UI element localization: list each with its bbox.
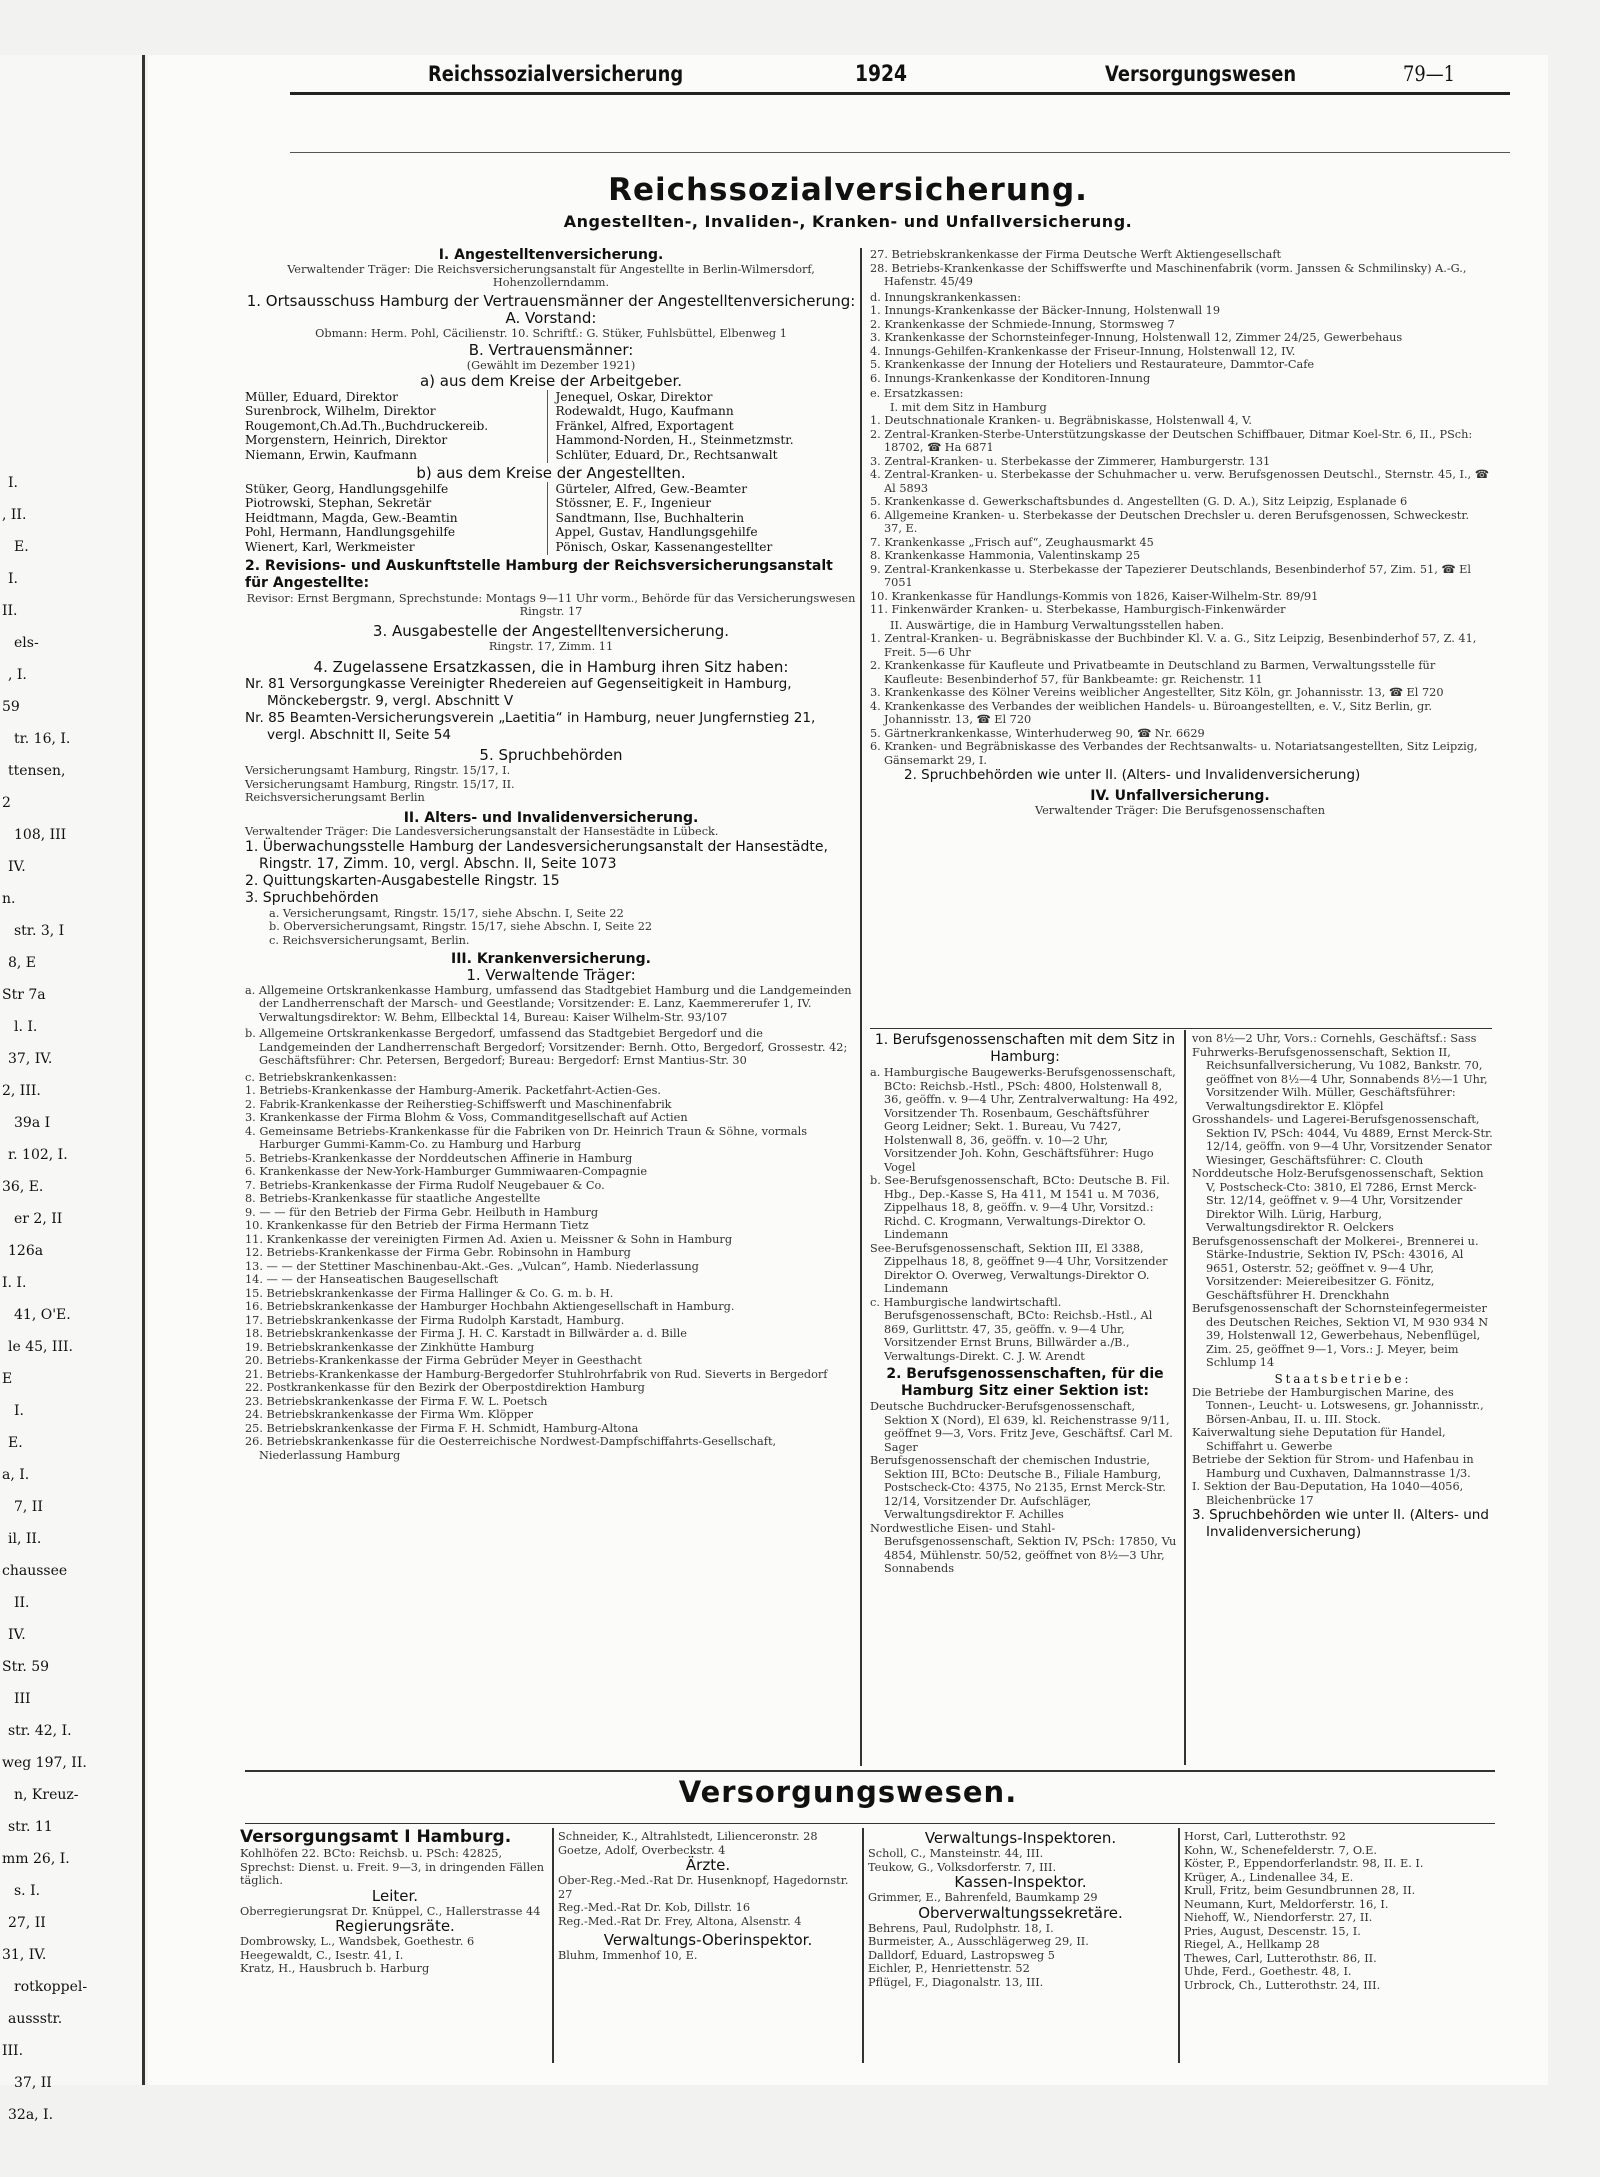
subheading: Versorgungsamt I Hamburg. bbox=[240, 1827, 512, 1847]
section-heading: IV. Unfallversicherung. bbox=[1090, 788, 1270, 804]
margin-fragment: Str 7a bbox=[2, 987, 46, 1003]
list-item: Burmeister, A., Ausschlägerweg 29, II. bbox=[868, 1935, 1089, 1948]
previous-page-margin bbox=[0, 55, 145, 2123]
right-column bbox=[870, 248, 1490, 817]
margin-fragment: rotkoppel- bbox=[14, 1979, 88, 1995]
margin-fragment: 108, III bbox=[14, 827, 67, 843]
list-item: Appel, Gustav, Handlungsgehilfe bbox=[555, 525, 758, 540]
left-column bbox=[245, 248, 857, 1462]
list-item: Niehoff, W., Niendorferstr. 27, II. bbox=[1184, 1911, 1373, 1924]
vers-column-1 bbox=[240, 1827, 550, 1976]
vers-column-4 bbox=[1184, 1830, 1494, 1992]
section-heading: II. Alters- und Invalidenversicherung. bbox=[403, 809, 699, 826]
list-item: Niemann, Erwin, Kaufmann bbox=[245, 447, 417, 462]
header-rule-thin bbox=[290, 152, 1510, 153]
margin-fragment: I. bbox=[8, 571, 18, 587]
section-heading: I. Angestelltenversicherung. bbox=[438, 247, 664, 263]
list-item: c. Reichsversicherungsamt, Berlin. bbox=[269, 933, 470, 947]
list-item: Riegel, A., Hellkamp 28 bbox=[1184, 1938, 1320, 1951]
list-item: Fuhrwerks-Berufsgenossenschaft, Sektion II, Reichsunfallversicherung, Vu 1082, Bankstr. 70, geöffnet von 8½—4 Uhr, Sonnabends 8½—1 Uhr, Vorsitzender Wilh. Müller, Geschäftsführer: Verwaltungsdirektor E. Klöpfel bbox=[1192, 1045, 1488, 1113]
margin-fragment: 2 bbox=[2, 795, 11, 811]
margin-fragment: 39a I bbox=[14, 1115, 51, 1131]
list-item: Kaiverwaltung siehe Deputation für Handel, Schiffahrt u. Gewerbe bbox=[1192, 1426, 1446, 1453]
margin-fragment: n. bbox=[2, 891, 16, 907]
list-item: Piotrowski, Stephan, Sekretär bbox=[245, 496, 432, 511]
column-divider bbox=[1178, 1828, 1180, 2063]
vers-column-3 bbox=[868, 1830, 1173, 1989]
list-item: 1. Betriebs-Krankenkasse der Hamburg-Amerik. Packetfahrt-Actien-Ges. bbox=[245, 1084, 661, 1098]
unfall-column-a bbox=[870, 1032, 1180, 1576]
margin-fragment: IV. bbox=[8, 1627, 26, 1643]
list-item: Nr. 81 Versorgungkasse Vereinigter Rhedereien auf Gegenseitigkeit in Hamburg, Mönckebergstr. 9, vergl. Abschnitt V bbox=[245, 676, 792, 710]
list-item: Krüger, A., Lindenallee 34, E. bbox=[1184, 1870, 1354, 1884]
list-item: Jenequel, Oskar, Direktor bbox=[555, 389, 713, 404]
list-item: 5. Gärtnerkrankenkasse, Winterhuderweg 90, ☎ Nr. 6629 bbox=[870, 726, 1205, 740]
margin-fragment: aussstr. bbox=[8, 2011, 63, 2027]
sections-list bbox=[870, 1400, 1180, 1576]
margin-fragment: I. I. bbox=[2, 1275, 27, 1291]
subheading: A. Vorstand: bbox=[505, 308, 597, 327]
list-item: e. Ersatzkassen: bbox=[870, 387, 964, 400]
list-item: 8. Krankenkasse Hammonia, Valentinskamp 25 bbox=[870, 549, 1141, 562]
text: Revisor: Ernst Bergmann, Sprechstunde: Montags 9—11 Uhr vorm., Behörde für das Versicherungswesen Ringstr. 17 bbox=[246, 591, 856, 619]
list-item: Eichler, P., Henriettenstr. 52 bbox=[868, 1962, 1030, 1975]
list-item: 28. Betriebs-Krankenkasse der Schiffswerfte und Maschinenfabrik (vorm. Janssen & Schmilinsky) A.-G., Hafenstr. 45/49 bbox=[870, 261, 1467, 288]
list-item: 2. Fabrik-Krankenkasse der Reiherstieg-Schiffswerft und Maschinenfabrik bbox=[245, 1097, 672, 1111]
list-item: 1. Überwachungsstelle Hamburg der Landesversicherungsanstalt der Hansestädte, Ringstr. 17, Zimm. 10, vergl. Abschn. II, Seite 1073 bbox=[245, 838, 828, 872]
running-head-left: Reichssozialversicherung bbox=[428, 62, 684, 86]
vers-column-2 bbox=[558, 1830, 858, 1963]
margin-fragment: r. 102, I. bbox=[8, 1147, 68, 1163]
list-item: Stüker, Georg, Handlungsgehilfe bbox=[245, 481, 449, 496]
list-item: a. Hamburgische Baugewerks-Berufsgenossenschaft, BCto: Reichsb.-Hstl., PSch: 4800, Holstenwall 8, 36, geöffn. v. 9—4 Uhr, Zentralverwaltung: Ha 492, Vorsitzender Th. Rosenbaum, Geschäftsführer Georg Leidner; Sekt. 1. Bureau, Vu 7427, Holstenwall 8, 36, geöffn. v. 10—2 Uhr, Vorsitzender Joh. Kohn, Geschäftsführer: Hugo Vogel bbox=[870, 1066, 1179, 1174]
list-item: Versicherungsamt Hamburg, Ringstr. 15/17, I. bbox=[245, 764, 511, 778]
list-item: Sandtmann, Ilse, Buchhalterin bbox=[555, 510, 745, 525]
margin-fragment: 7, II bbox=[14, 1499, 43, 1515]
margin-fragment: ttensen, bbox=[8, 763, 66, 779]
margin-fragment: , II. bbox=[2, 507, 27, 523]
subheading: b) aus dem Kreise der Angestellten. bbox=[416, 463, 686, 482]
list-item: 11. Finkenwärder Kranken- u. Sterbekasse, Hamburgisch-Finkenwärder bbox=[870, 603, 1286, 616]
list-item: 3. Krankenkasse der Schornsteinfeger-Innung, Holstenwall 12, Zimmer 24/25, Gewerbehaus bbox=[870, 331, 1403, 344]
list-item: Rougemont,Ch.Ad.Th.,Buchdruckereib. bbox=[245, 418, 489, 433]
list-item: Köster, P., Eppendorferlandstr. 98, II. E. I. bbox=[1184, 1857, 1424, 1870]
margin-fragment: str. 11 bbox=[8, 1819, 53, 1835]
list-item: Nr. 85 Beamten-Versicherungsverein „Laetitia“ in Hamburg, neuer Jungfernstieg 21, vergl. Abschnitt II, Seite 54 bbox=[245, 710, 816, 744]
list-item: Berufsgenossenschaft der Molkerei-, Brennerei u. Stärke-Industrie, Sektion IV, PSch: 43016, Al 9651, Osterstr. 52; geöffnet v. 9—4 Uhr, Vorsitzender: Meiereibesitzer G. Fönitz, Geschäftsführer H. Drenckhahn bbox=[1192, 1234, 1479, 1302]
list-item: Stössner, E. F., Ingenieur bbox=[555, 496, 712, 511]
list-item: Nordwestliche Eisen- und Stahl-Berufsgenossenschaft, Sektion IV, PSch: 17850, Vu 4854, Mühlenstr. 50/52, geöffnet von 8½—3 Uhr, Sonnabends bbox=[870, 1521, 1177, 1575]
list-item: Heidtmann, Magda, Gew.-Beamtin bbox=[245, 510, 458, 525]
margin-fragment: , I. bbox=[8, 667, 27, 683]
margin-fragment: 32a, I. bbox=[8, 2107, 54, 2123]
list-item: Reichsversicherungsamt Berlin bbox=[245, 791, 425, 805]
list-item: Surenbrock, Wilhelm, Direktor bbox=[245, 404, 436, 419]
running-head-right: Versorgungswesen bbox=[1105, 62, 1297, 86]
margin-fragment: str. 42, I. bbox=[8, 1723, 72, 1739]
subheading: 4. Zugelassene Ersatzkassen, die in Hamburg ihren Sitz haben: bbox=[313, 658, 789, 677]
list-item: Fränkel, Alfred, Exportagent bbox=[555, 418, 734, 433]
list-item: c. Betriebskrankenkassen: bbox=[245, 1070, 397, 1084]
list-item: Kohn, W., Schenefelderstr. 7, O.E. bbox=[1184, 1843, 1377, 1857]
list-item: Uhde, Ferd., Goethestr. 48, I. bbox=[1184, 1965, 1352, 1978]
list-item: Teukow, G., Volksdorferstr. 7, III. bbox=[868, 1860, 1057, 1874]
list-item: 2. Quittungskarten-Ausgabestelle Ringstr. 15 bbox=[245, 872, 560, 889]
margin-fragment: a, I. bbox=[2, 1467, 30, 1483]
company-health-funds-list bbox=[245, 1084, 857, 1462]
section-heading: III. Krankenversicherung. bbox=[451, 951, 651, 968]
substitute-funds-hamburg-list bbox=[870, 414, 1490, 617]
column-divider bbox=[1184, 1030, 1186, 1765]
subheading: Ärzte. bbox=[685, 1856, 731, 1874]
list-item: 3. Krankenkasse der Firma Blohm & Voss, Commanditgesellschaft auf Actien bbox=[245, 1111, 688, 1125]
margin-fragment: mm 26, I. bbox=[2, 1851, 70, 1867]
subheading: 5. Spruchbehörden bbox=[479, 746, 623, 765]
margin-fragment: E. bbox=[8, 1435, 23, 1451]
text: Oberregierungsrat Dr. Knüppel, C., Hallerstrasse 44 bbox=[240, 1904, 541, 1918]
page-title: Reichssozialversicherung. bbox=[608, 172, 1088, 208]
subheading: B. Vertrauensmänner: bbox=[468, 341, 634, 360]
list-item: Reg.-Med.-Rat Dr. Frey, Altona, Alsenstr. 4 bbox=[558, 1914, 802, 1928]
list-item: 10. Krankenkasse für den Betrieb der Firma Hermann Tietz bbox=[245, 1219, 589, 1233]
list-item: Norddeutsche Holz-Berufsgenossenschaft, Sektion V, Postscheck-Cto: 3810, El 7286, Ernst Merck-Str. 12/14, geöffnet v. 9—4 Uhr, Vorsitzender Direktor Wilh. Lürig, Harburg, Verwaltungsdirektor R. Oelckers bbox=[1192, 1167, 1484, 1234]
list-item: I. mit dem Sitz in Hamburg bbox=[890, 400, 1047, 414]
list-item: Morgenstern, Heinrich, Direktor bbox=[245, 433, 448, 448]
list-item: Schneider, K., Altrahlstedt, Lilienceronstr. 28 bbox=[558, 1830, 818, 1843]
subheading: Regierungsräte. bbox=[335, 1917, 455, 1935]
associations-list bbox=[870, 1066, 1180, 1363]
list-item: 6. Allgemeine Kranken- u. Sterbekasse der Deutschen Drechsler u. deren Berufsgenossen, Schweckestr. 37, E. bbox=[870, 508, 1470, 535]
list-item: 14. — — der Hanseatischen Baugesellschaft bbox=[245, 1273, 499, 1287]
margin-fragment: 41, O'E. bbox=[14, 1307, 71, 1323]
text: Bluhm, Immenhof 10, E. bbox=[558, 1949, 698, 1962]
list-item: 3. Zentral-Kranken- u. Sterbekasse der Zimmerer, Hamburgerstr. 131 bbox=[870, 454, 1271, 468]
list-item: Gürteler, Alfred, Gew.-Beamter bbox=[555, 481, 748, 496]
subheading: 1. Ortsausschuss Hamburg der Vertrauensmänner der Angestelltenversicherung: bbox=[246, 291, 856, 310]
column-divider bbox=[862, 1828, 864, 2063]
subheading: Verwaltungs-Inspektoren. bbox=[924, 1829, 1117, 1847]
list-item: Kratz, H., Hausbruch b. Harburg bbox=[240, 1962, 430, 1975]
list-item: Scholl, C., Mansteinstr. 44, III. bbox=[868, 1847, 1044, 1860]
unfall-column-b bbox=[1192, 1032, 1494, 1541]
list-item: 11. Krankenkasse der vereinigten Firmen Ad. Axien u. Meissner & Sohn in Hamburg bbox=[245, 1232, 733, 1246]
margin-fragment: Str. 59 bbox=[2, 1659, 50, 1675]
list-item: Rodewaldt, Hugo, Kaufmann bbox=[555, 404, 734, 419]
list-item: 9. Zentral-Krankenkasse u. Sterbekasse der Tapezierer Deutschlands, Besenbinderhof 57, Zim. 51, ☎ El 7051 bbox=[870, 562, 1471, 589]
list-item: See-Berufsgenossenschaft, Sektion III, El 3388, Zippelhaus 18, 8, geöffnet 9—4 Uhr, Vorsitzender Direktor O. Overweg, Verwaltungs-Direktor O. Lindemann bbox=[870, 1241, 1168, 1295]
list-item: 10. Krankenkasse für Handlungs-Kommis von 1826, Kaiser-Wilhelm-Str. 89/91 bbox=[870, 589, 1319, 603]
list-item: 5. Betriebs-Krankenkasse der Norddeutschen Affinerie in Hamburg bbox=[245, 1151, 633, 1165]
text: Verwaltender Träger: Die Reichsversicherungsanstalt für Angestellte in Berlin-Wilmersdorf, Hohenzollerndamm. bbox=[287, 262, 815, 290]
list-item: Die Betriebe der Hamburgischen Marine, des Tonnen-, Leucht- u. Lotswesens, gr. Johannisstr., Börsen-Anbau, II. u. III. Stock. bbox=[1192, 1385, 1484, 1426]
list-item: 25. Betriebskrankenkasse der Firma F. H. Schmidt, Hamburg-Altona bbox=[245, 1421, 639, 1435]
text: Verwaltender Träger: Die Landesversicherungsanstalt der Hansestädte in Lübeck. bbox=[245, 825, 719, 839]
margin-fragment: III bbox=[14, 1691, 31, 1707]
list-item: 26. Betriebskrankenkasse für die Oesterreichische Nordwest-Dampfschiffahrts-Gesellschaft, Niederlassung Hamburg bbox=[245, 1435, 777, 1462]
subheading: 3. Ausgabestelle der Angestelltenversicherung. bbox=[372, 621, 730, 640]
list-item: a. Allgemeine Ortskrankenkasse Hamburg, umfassend das Stadtgebiet Hamburg und die Landgemeinden der Landherrenschaft der Marsch- und Geestlande; Vorsitzender: E. Lanz, Kaemmererufer 1, IV. Verwaltungsdirektor: W. Behm, Ellbecktal 14, Bureau: Kaiser Wilhelm-Str. 93/107 bbox=[245, 983, 852, 1024]
list-item: Betriebe der Sektion für Strom- und Hafenbau in Hamburg und Cuxhaven, Dalmannstrasse 1/3. bbox=[1192, 1453, 1474, 1480]
list-item: d. Innungskrankenkassen: bbox=[870, 290, 1022, 304]
list-item: Versicherungsamt Hamburg, Ringstr. 15/17, II. bbox=[245, 777, 515, 791]
subheading: 2. Revisions- und Auskunftstelle Hamburg der Reichsversicherungsanstalt für Angestellte: bbox=[245, 557, 833, 591]
list-item: Pries, August, Descenstr. 15, I. bbox=[1184, 1924, 1361, 1938]
margin-fragment: 126a bbox=[8, 1243, 44, 1259]
list-item: Berufsgenossenschaft der Schornsteinfegermeister des Deutschen Reiches, Sektion VI, M 930 934 N 39, Holstenwall 12, Gewerbehaus, Nebenflügel, Zim. 25, geöffnet 9—1, Vors.: J. Meyer, beim Schlump 14 bbox=[1192, 1302, 1489, 1369]
margin-fragment: IV. bbox=[8, 859, 26, 875]
margin-fragment: s. I. bbox=[14, 1883, 41, 1899]
list-item: 21. Betriebs-Krankenkasse der Hamburg-Bergedorfer Stuhlrohrfabrik von Rud. Sieverts in Bergedorf bbox=[245, 1367, 828, 1381]
list-item: I. Sektion der Bau-Deputation, Ha 1040—4056, Bleichenbrücke 17 bbox=[1192, 1480, 1464, 1507]
list-item: Dombrowsky, L., Wandsbek, Goethestr. 6 bbox=[240, 1935, 475, 1948]
list-item: Berufsgenossenschaft der chemischen Industrie, Sektion III, BCto: Deutsche B., Filiale Hamburg, Postscheck-Cto: 4375, No 2135, Ernst Merck-Str. 12/14, Vorsitzender Dr. Aufschläger, Verwaltungsdirektor F. Achilles bbox=[870, 1454, 1167, 1521]
list-item: 4. Krankenkasse des Verbandes der weiblichen Handels- u. Büroangestellten, e. V., Sitz Berlin, gr. Johannisstr. 13, ☎ El 720 bbox=[870, 699, 1433, 726]
margin-fragment: 59 bbox=[2, 699, 20, 715]
list-item: 4. Gemeinsame Betriebs-Krankenkasse für die Fabriken von Dr. Heinrich Traun & Söhne, vormals Harburger Gummi-Kamm-Co. zu Hamburg und Harburg bbox=[245, 1124, 808, 1152]
subheading: Leiter. bbox=[371, 1886, 419, 1905]
list-item: Reg.-Med.-Rat Dr. Kob, Dillstr. 16 bbox=[558, 1901, 751, 1914]
list-item: 19. Betriebskrankenkasse der Zinkhütte Hamburg bbox=[245, 1340, 535, 1354]
subheading: Staatsbetriebe: bbox=[1274, 1371, 1412, 1386]
substitute-funds-external-list bbox=[870, 632, 1490, 767]
list-item: Thewes, Carl, Lutterothstr. 86, II. bbox=[1184, 1951, 1377, 1965]
list-item: 23. Betriebskrankenkasse der Firma F. W. L. Poetsch bbox=[245, 1394, 548, 1408]
list-item: 1. Deutschnationale Kranken- u. Begräbniskasse, Holstenwall 4, V. bbox=[870, 414, 1252, 427]
list-item: 13. — — der Stettiner Maschinenbau-Akt.-Ges. „Vulcan“, Hamb. Niederlassung bbox=[245, 1259, 699, 1273]
subheading: 1. Verwaltende Träger: bbox=[466, 965, 636, 984]
margin-fragment: weg 197, II. bbox=[2, 1755, 87, 1771]
list-item: 18. Betriebskrankenkasse der Firma J. H. C. Karstadt in Billwärder a. d. Bille bbox=[245, 1327, 687, 1341]
list-item: Pohl, Hermann, Handlungsgehilfe bbox=[245, 525, 456, 540]
margin-fragment: l. I. bbox=[14, 1019, 38, 1035]
subheading: 2. Spruchbehörden wie unter II. (Alters- und Invalidenversicherung) bbox=[904, 767, 1361, 783]
margin-fragment: str. 3, I bbox=[14, 923, 65, 939]
list-item: 3. Spruchbehörden bbox=[245, 889, 379, 906]
list-item: 3. Krankenkasse des Kölner Vereins weiblicher Angestellter, Sitz Köln, gr. Johannisstr. 13, ☎ El 720 bbox=[870, 686, 1444, 699]
list-item: 7. Krankenkasse „Frisch auf“, Zeughausmarkt 45 bbox=[870, 535, 1154, 549]
subheading: Oberverwaltungssekretäre. bbox=[918, 1903, 1123, 1922]
margin-fragment: I. bbox=[14, 1403, 24, 1419]
list-item: Hammond-Norden, H., Steinmetzmstr. bbox=[555, 433, 794, 448]
margin-fragment: il, II. bbox=[8, 1531, 42, 1547]
list-item: c. Hamburgische landwirtschaftl. Berufsgenossenschaft, BCto: Reichsb.-Hstl., Al 869, Gurlittstr. 47, 35, geöffn. v. 9—4 Uhr, Vorsitzender Ernst Bruns, Billwärder a./B., Verwaltungs-Direkt. C. J. W. Arendt bbox=[870, 1295, 1153, 1363]
margin-fragment: I. bbox=[8, 475, 18, 491]
list-item: 27. Betriebskrankenkasse der Firma Deutsche Werft Aktiengesellschaft bbox=[870, 248, 1282, 261]
list-item: Horst, Carl, Lutterothstr. 92 bbox=[1184, 1830, 1346, 1843]
margin-fragment: E bbox=[2, 1371, 13, 1387]
list-item: II. Auswärtige, die in Hamburg Verwaltungsstellen haben. bbox=[890, 618, 1224, 632]
subheading: a) aus dem Kreise der Arbeitgeber. bbox=[419, 371, 683, 390]
subheading: 3. Spruchbehörden wie unter II. (Alters- und Invalidenversicherung) bbox=[1192, 1507, 1489, 1541]
rule bbox=[245, 1770, 1495, 1772]
rule bbox=[870, 1028, 1492, 1029]
list-item: 5. Krankenkasse d. Gewerkschaftsbundes d. Angestellten (G. D. A.), Sitz Leipzig, Esplanade 6 bbox=[870, 495, 1408, 508]
page-subtitle: Angestellten-, Invaliden-, Kranken- und Unfallversicherung. bbox=[563, 212, 1133, 231]
margin-fragment: 36, E. bbox=[2, 1179, 44, 1195]
list-item: 1. Zentral-Kranken- u. Begräbniskasse der Buchbinder Kl. V. a. G., Sitz Leipzig, Besenbinderhof 57, Z. 41, Freit. 5—6 Uhr bbox=[870, 632, 1477, 659]
margin-fragment: 27, II bbox=[8, 1915, 46, 1931]
text: Ringstr. 17, Zimm. 11 bbox=[488, 639, 614, 653]
staff-list bbox=[1184, 1830, 1494, 1992]
list-item: 8. Betriebs-Krankenkasse für staatliche Angestellte bbox=[245, 1192, 541, 1206]
margin-fragment: III. bbox=[2, 2043, 24, 2059]
list-item: von 8½—2 Uhr, Vors.: Cornehls, Geschäftsf.: Sass bbox=[1192, 1032, 1477, 1045]
margin-fragment: E. bbox=[14, 539, 29, 555]
employer-list bbox=[245, 390, 857, 463]
list-item: Pönisch, Oskar, Kassenangestellter bbox=[555, 539, 773, 554]
subheading: Verwaltungs-Oberinspektor. bbox=[603, 1931, 813, 1949]
margin-fragment: 31, IV. bbox=[2, 1947, 47, 1963]
list-item: Urbrock, Ch., Lutterothstr. 24, III. bbox=[1184, 1978, 1381, 1992]
header-rule bbox=[290, 92, 1510, 95]
list-item: Schlüter, Eduard, Dr., Rechtsanwalt bbox=[555, 447, 778, 462]
list-item: 5. Krankenkasse der Innung der Hoteliers und Restaurateure, Dammtor-Cafe bbox=[870, 358, 1315, 371]
list-item: Dalldorf, Eduard, Lastropsweg 5 bbox=[868, 1948, 1055, 1962]
list-item: Wienert, Karl, Werkmeister bbox=[245, 539, 415, 554]
list-item: Grosshandels- und Lagerei-Berufsgenossenschaft, Sektion IV, PSch: 4044, Vu 4889, Ernst Merck-Str. 12/14, geöffn. von 9—4 Uhr, Vorsitzender Senator Wiesinger, Geschäftsführer: C. Clouth bbox=[1192, 1113, 1493, 1167]
list-item: 22. Postkrankenkasse für den Bezirk der Oberpostdirektion Hamburg bbox=[245, 1381, 645, 1395]
margin-fragment: n, Kreuz- bbox=[14, 1787, 79, 1803]
list-item: 20. Betriebs-Krankenkasse der Firma Gebrüder Meyer in Geesthacht bbox=[245, 1354, 642, 1368]
list-item: Heegewaldt, C., Isestr. 41, I. bbox=[240, 1948, 404, 1962]
list-item: 6. Krankenkasse der New-York-Hamburger Gummiwaaren-Compagnie bbox=[245, 1165, 648, 1179]
text: Verwaltender Träger: Die Berufsgenossenschaften bbox=[1035, 803, 1325, 817]
margin-fragment: 2, III. bbox=[2, 1083, 41, 1099]
list-item: b. Oberversicherungsamt, Ringstr. 15/17, siehe Abschn. I, Seite 22 bbox=[269, 920, 653, 934]
list-item: 24. Betriebskrankenkasse der Firma Wm. Klöpper bbox=[245, 1408, 534, 1422]
employee-list bbox=[245, 482, 857, 555]
margin-fragment: II. bbox=[14, 1595, 30, 1611]
running-head-year: 1924 bbox=[855, 62, 908, 87]
list-item: Pflügel, F., Diagonalstr. 13, III. bbox=[868, 1975, 1044, 1989]
list-item: Krull, Fritz, beim Gesundbrunnen 28, II. bbox=[1184, 1884, 1416, 1897]
list-item: Ober-Reg.-Med.-Rat Dr. Husenknopf, Hagedornstr. 27 bbox=[558, 1874, 849, 1901]
margin-fragment: 37, II bbox=[14, 2075, 52, 2091]
list-item: 4. Zentral-Kranken- u. Sterbekasse der Schuhmacher u. verw. Berufsgenossen Deutschl., Sternstr. 45, I., ☎ Al 5893 bbox=[870, 468, 1489, 495]
section-title: Versorgungswesen. bbox=[678, 1775, 1018, 1809]
text: Kohlhöfen 22. BCto: Reichsb. u. PSch: 42825, Sprechst: Dienst. u. Freit. 9—3, in dringenden Fällen täglich. bbox=[240, 1847, 545, 1887]
state-operations-list bbox=[1192, 1386, 1494, 1508]
list-item: Deutsche Buchdrucker-Berufsgenossenschaft, Sektion X (Nord), El 639, kl. Reichenstrasse 9/11, geöffnet 9—3, Vors. Fritz Jeve, Geschäftsf. Carl M. Sager bbox=[870, 1400, 1173, 1454]
list-item: 2. Zentral-Kranken-Sterbe-Unterstützungskasse der Deutschen Schiffbauer, Ditmar Koel-Str. 6, II., PSch: 18702, ☎ Ha 6871 bbox=[870, 427, 1473, 454]
list-item: b. See-Berufsgenossenschaft, BCto: Deutsche B. Fil. Hbg., Dep.-Kasse S, Ha 411, M 1541 u. M 7036, Zippelhaus 18, 8, geöffn. v. 9—4 Uhr, Vorsitzd.: Richd. C. Krogmann, Verwaltungs-Direktor O. Lindemann bbox=[870, 1174, 1170, 1241]
list-item: 16. Betriebskrankenkasse der Hamburger Hochbahn Aktiengesellschaft in Hamburg. bbox=[245, 1300, 735, 1314]
page-number: 79—1 bbox=[1403, 62, 1455, 86]
subheading: Kassen-Inspektor. bbox=[954, 1873, 1087, 1891]
list-item: 2. Krankenkasse für Kaufleute und Privatbeamte in Deutschland zu Barmen, Verwaltungsstelle für Kaufleute: Besenbinderhof 57, für Bankbeamte: gr. Reichenstr. 11 bbox=[870, 659, 1436, 686]
rule bbox=[245, 1823, 1495, 1824]
margin-fragment: tr. 16, I. bbox=[14, 731, 71, 747]
margin-fragment: 37, IV. bbox=[8, 1051, 53, 1067]
text: (Gewählt im Dezember 1921) bbox=[466, 359, 636, 373]
column-divider bbox=[552, 1828, 554, 2063]
list-item: 17. Betriebskrankenkasse der Firma Rudolph Karstadt, Hamburg. bbox=[245, 1313, 625, 1327]
margin-fragment: er 2, II bbox=[14, 1211, 63, 1227]
list-item: 7. Betriebs-Krankenkasse der Firma Rudolf Neugebauer & Co. bbox=[245, 1178, 605, 1192]
list-item: 2. Krankenkasse der Schmiede-Innung, Stormsweg 7 bbox=[870, 317, 1175, 331]
list-item: 4. Innungs-Gehilfen-Krankenkasse der Friseur-Innung, Holstenwall 12, IV. bbox=[870, 344, 1296, 358]
list-item: 6. Innungs-Krankenkasse der Konditoren-Innung bbox=[870, 371, 1151, 385]
subheading: 1. Berufsgenossenschaften mit dem Sitz in Hamburg: bbox=[874, 1032, 1176, 1065]
list-item: a. Versicherungsamt, Ringstr. 15/17, siehe Abschn. I, Seite 22 bbox=[269, 906, 624, 920]
list-item: 15. Betriebskrankenkasse der Firma Hallinger & Co. G. m. b. H. bbox=[245, 1286, 614, 1300]
list-item: 1. Innungs-Krankenkasse der Bäcker-Innung, Holstenwall 19 bbox=[870, 304, 1221, 317]
margin-fragment: 8, E bbox=[8, 955, 37, 971]
list-item: b. Allgemeine Ortskrankenkasse Bergedorf, umfassend das Stadtgebiet Bergedorf und die Landgemeinden der Landherrenschaft Bergedorf; Vorsitzender: Bernh. Otto, Bergedorf, Grossestr. 42; Geschäftsführer: Chr. Petersen, Bergedorf; Bureau: Bergedorf: Ernst Mantius-Str. 30 bbox=[245, 1027, 848, 1068]
subheading: 2. Berufsgenossenschaften, für die Hamburg Sitz einer Sektion ist: bbox=[886, 1366, 1164, 1399]
text: Grimmer, E., Bahrenfeld, Baumkamp 29 bbox=[868, 1891, 1098, 1904]
list-item: 12. Betriebs-Krankenkasse der Firma Gebr. Robinsohn in Hamburg bbox=[245, 1246, 631, 1260]
margin-fragment: chaussee bbox=[2, 1563, 68, 1579]
column-divider bbox=[860, 248, 862, 1766]
list-item: Goetze, Adolf, Overbeckstr. 4 bbox=[558, 1843, 726, 1857]
list-item: Müller, Eduard, Direktor bbox=[245, 389, 398, 404]
list-item: Neumann, Kurt, Meldorferstr. 16, I. bbox=[1184, 1897, 1389, 1911]
text: Obmann: Herm. Pohl, Cäcilienstr. 10. Schriftf.: G. Stüker, Fuhlsbüttel, Elbenweg 1 bbox=[315, 326, 787, 340]
list-item: 6. Kranken- und Begräbniskasse des Verbandes der Rechtsanwalts- u. Notariatsangestellten, Sitz Leipzig, Gänsemarkt 29, I. bbox=[870, 740, 1478, 767]
margin-fragment: els- bbox=[14, 635, 39, 651]
margin-fragment: II. bbox=[2, 603, 18, 619]
guild-health-funds-list bbox=[870, 304, 1490, 385]
list-item: 9. — — für den Betrieb der Firma Gebr. Heilbuth in Hamburg bbox=[245, 1205, 599, 1219]
sections-list bbox=[1192, 1032, 1494, 1370]
list-item: Behrens, Paul, Rudolphstr. 18, I. bbox=[868, 1921, 1054, 1935]
margin-fragment: le 45, III. bbox=[8, 1339, 73, 1355]
